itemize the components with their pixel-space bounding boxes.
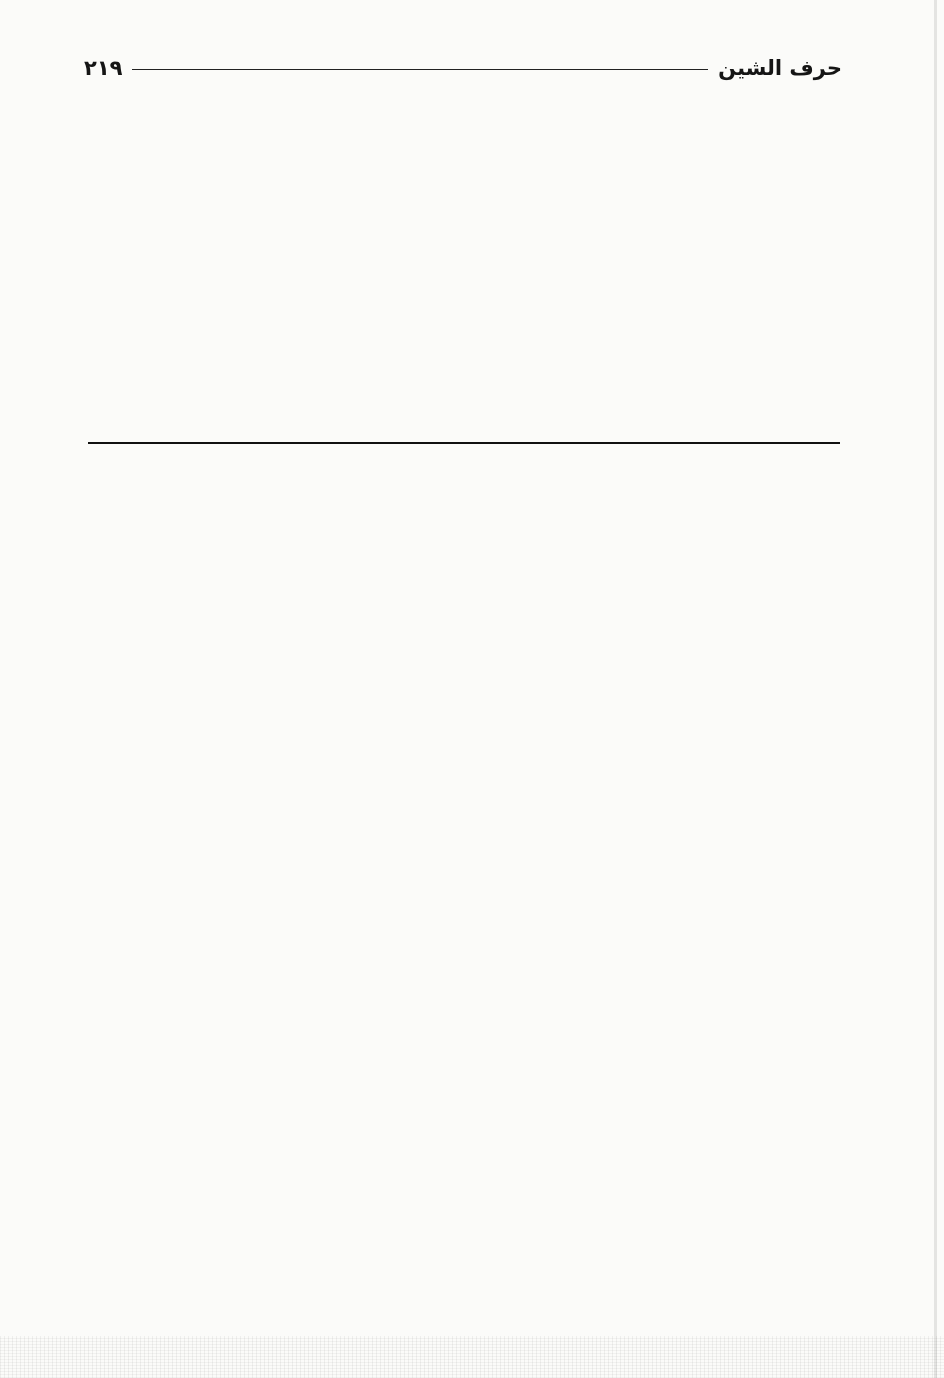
text-line <box>88 769 840 805</box>
text-line <box>88 1104 840 1140</box>
scan-edge-shadow <box>934 0 937 1378</box>
commentary-4905 <box>88 769 840 911</box>
hadith-4906 <box>88 290 840 382</box>
commentary-4906 <box>88 926 840 1246</box>
commentary-4907 <box>88 1257 840 1293</box>
text-line <box>88 876 840 912</box>
commentary-4904 <box>88 657 840 764</box>
text-line <box>88 997 840 1033</box>
text-line <box>88 1175 840 1211</box>
chapter-title: حرف الشين <box>718 56 842 80</box>
text-line <box>88 579 840 615</box>
text-line <box>88 926 840 962</box>
text-line <box>88 1210 840 1246</box>
text-line <box>88 840 840 876</box>
hadith-4904 <box>88 102 840 194</box>
text-line <box>88 508 840 544</box>
page-number: ٢١٩ <box>84 56 123 80</box>
text-line <box>88 195 840 241</box>
text-line <box>88 385 840 431</box>
text-line <box>88 693 840 729</box>
text-line <box>88 336 840 382</box>
text-line <box>88 1257 840 1293</box>
text-line <box>88 148 840 194</box>
text-line <box>88 241 840 287</box>
text-line <box>88 614 840 650</box>
text-line <box>88 805 840 841</box>
text-line <box>88 472 840 508</box>
hadith-4907 <box>88 385 840 431</box>
text-line <box>88 962 840 998</box>
text-line <box>88 1139 840 1175</box>
running-header <box>84 50 842 86</box>
text-line <box>88 1033 840 1069</box>
scan-noise-strip <box>0 1336 944 1378</box>
text-line <box>88 657 840 693</box>
commentary-continuation <box>88 472 840 650</box>
hadith-4905 <box>88 195 840 287</box>
text-line <box>88 290 840 336</box>
text-line <box>88 102 840 148</box>
text-line <box>88 543 840 579</box>
footnote-separator-rule <box>88 442 840 444</box>
text-line <box>88 728 840 764</box>
text-line <box>88 1068 840 1104</box>
header-rule <box>132 69 708 70</box>
